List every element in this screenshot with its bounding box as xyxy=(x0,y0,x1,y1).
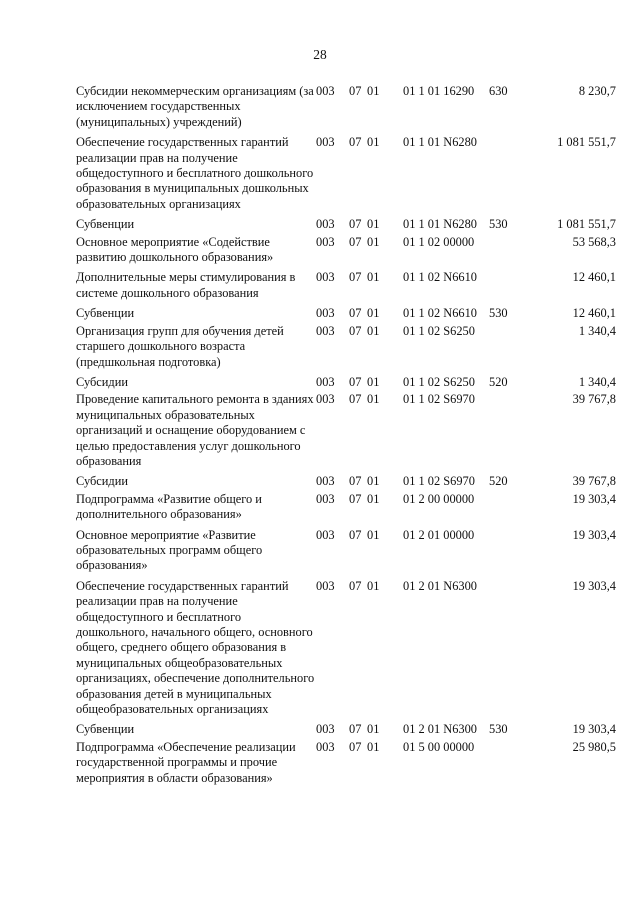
subsection-code: 01 xyxy=(367,474,380,489)
department-code: 003 xyxy=(316,270,335,285)
amount: 39 767,8 xyxy=(572,392,616,407)
subsection-code: 01 xyxy=(367,374,380,389)
target-article-code: 01 2 01 N6300 xyxy=(403,722,477,737)
department-code: 003 xyxy=(316,491,335,506)
section-code: 07 xyxy=(349,578,362,593)
item-name: Дополнительные меры стимулирования в системе дошкольного образования xyxy=(76,270,296,300)
table-row xyxy=(76,740,616,786)
subsection-code: 01 xyxy=(367,217,380,232)
section-code: 07 xyxy=(349,306,362,321)
amount: 8 230,7 xyxy=(578,84,616,98)
section-code: 07 xyxy=(349,374,362,389)
section-code: 07 xyxy=(349,135,362,150)
department-code: 003 xyxy=(316,135,335,150)
department-code: 003 xyxy=(316,234,335,249)
target-article-code: 01 1 02 S6250 xyxy=(403,374,475,389)
subsection-code: 01 xyxy=(367,491,380,506)
target-article-code: 01 1 01 16290 xyxy=(403,84,475,98)
table-row xyxy=(76,474,616,489)
subsection-code: 01 xyxy=(367,392,380,407)
subsection-code: 01 xyxy=(367,135,380,150)
item-name: Проведение капитального ремонта в зданиях муниципальных образовательных организаций и оснащение оборудованием с целью предоставления услуг дошкольного образования xyxy=(76,392,314,468)
expense-type-code: 630 xyxy=(489,84,508,98)
amount: 12 460,1 xyxy=(572,306,616,321)
page-number: 28 xyxy=(313,47,327,62)
section-code: 07 xyxy=(349,217,362,232)
subsection-code: 01 xyxy=(367,84,380,98)
subsection-code: 01 xyxy=(367,527,380,542)
amount: 19 303,4 xyxy=(572,491,616,506)
department-code: 003 xyxy=(316,474,335,489)
item-name: Субсидии xyxy=(76,474,128,489)
target-article-code: 01 1 01 N6280 xyxy=(403,135,477,150)
target-article-code: 01 1 02 00000 xyxy=(403,234,475,249)
table-row xyxy=(76,306,616,321)
amount: 19 303,4 xyxy=(572,527,616,542)
target-article-code: 01 1 01 N6280 xyxy=(403,217,477,232)
target-article-code: 01 1 02 S6250 xyxy=(403,323,475,338)
department-code: 003 xyxy=(316,722,335,737)
amount: 1 340,4 xyxy=(578,323,616,338)
item-name: Основное мероприятие «Развитие образовательных программ общего образования» xyxy=(76,527,263,573)
department-code: 003 xyxy=(316,392,335,407)
item-name: Подпрограмма «Обеспечение реализации государственной программы и прочие мероприятия в области образования» xyxy=(76,739,296,785)
target-article-code: 01 2 01 N6300 xyxy=(403,578,477,593)
department-code: 003 xyxy=(316,323,335,338)
department-code: 003 xyxy=(316,527,335,542)
table-row xyxy=(76,324,616,370)
department-code: 003 xyxy=(316,84,335,98)
section-code: 07 xyxy=(349,474,362,489)
target-article-code: 01 1 02 N6610 xyxy=(403,270,477,285)
department-code: 003 xyxy=(316,217,335,232)
subsection-code: 01 xyxy=(367,739,380,754)
amount: 1 081 551,7 xyxy=(557,217,616,232)
section-code: 07 xyxy=(349,491,362,506)
item-name: Организация групп для обучения детей старшего дошкольного возраста (предшкольная подготовка) xyxy=(76,323,284,369)
section-code: 07 xyxy=(349,392,362,407)
expense-type-code: 520 xyxy=(489,374,508,389)
subsection-code: 01 xyxy=(367,306,380,321)
expense-type-code: 530 xyxy=(489,217,508,232)
target-article-code: 01 1 02 S6970 xyxy=(403,392,475,407)
item-name: Обеспечение государственных гарантий реализации прав на получение общедоступного и бесплатного дошкольного, начального общего, основного общего, среднего общего образования в муниципальных общеобразовательных организациях, обеспечение дополнительного образования детей в муниципальных общеобразовательных организациях xyxy=(76,578,315,717)
target-article-code: 01 5 00 00000 xyxy=(403,739,475,754)
amount: 53 568,3 xyxy=(572,234,616,249)
section-code: 07 xyxy=(349,739,362,754)
table-row xyxy=(76,217,616,232)
subsection-code: 01 xyxy=(367,578,380,593)
table-row xyxy=(76,235,616,266)
target-article-code: 01 1 02 N6610 xyxy=(403,306,477,321)
table-row xyxy=(76,375,616,390)
amount: 39 767,8 xyxy=(572,474,616,489)
item-name: Обеспечение государственных гарантий реализации прав на получение общедоступного и бесплатного дошкольного образования в муниципальных дошкольных образовательных организациях xyxy=(76,135,314,211)
table-row xyxy=(76,492,616,523)
item-name: Подпрограмма «Развитие общего и дополнительного образования» xyxy=(76,491,262,522)
department-code: 003 xyxy=(316,374,335,389)
table-row xyxy=(76,270,616,301)
amount: 1 081 551,7 xyxy=(557,135,616,150)
section-code: 07 xyxy=(349,323,362,338)
expense-type-code: 520 xyxy=(489,474,508,489)
subsection-code: 01 xyxy=(367,270,380,285)
item-name: Субвенции xyxy=(76,217,135,232)
table-row xyxy=(76,528,616,574)
item-name: Субвенции xyxy=(76,306,135,321)
department-code: 003 xyxy=(316,306,335,321)
item-name: Субвенции xyxy=(76,722,135,737)
section-code: 07 xyxy=(349,270,362,285)
table-row xyxy=(76,135,616,212)
amount: 12 460,1 xyxy=(572,270,616,285)
target-article-code: 01 2 00 00000 xyxy=(403,491,475,506)
item-name: Основное мероприятие «Содействие развитию дошкольного образования» xyxy=(76,234,274,265)
target-article-code: 01 2 01 00000 xyxy=(403,527,475,542)
amount: 25 980,5 xyxy=(572,739,616,754)
department-code: 003 xyxy=(316,578,335,593)
amount: 19 303,4 xyxy=(572,722,616,737)
table-row xyxy=(76,392,616,469)
table-row xyxy=(76,579,616,718)
subsection-code: 01 xyxy=(367,234,380,249)
amount: 19 303,4 xyxy=(572,578,616,593)
subsection-code: 01 xyxy=(367,722,380,737)
item-name: Субсидии некоммерческим организациям (за исключением государственных (муниципальных) учреждений) xyxy=(76,84,314,129)
section-code: 07 xyxy=(349,234,362,249)
section-code: 07 xyxy=(349,84,362,98)
section-code: 07 xyxy=(349,722,362,737)
table-row xyxy=(76,84,616,130)
expense-type-code: 530 xyxy=(489,306,508,321)
subsection-code: 01 xyxy=(367,323,380,338)
expense-type-code: 530 xyxy=(489,722,508,737)
table-row xyxy=(76,722,616,737)
item-name: Субсидии xyxy=(76,374,128,389)
department-code: 003 xyxy=(316,739,335,754)
target-article-code: 01 1 02 S6970 xyxy=(403,474,475,489)
budget-table xyxy=(76,84,616,791)
section-code: 07 xyxy=(349,527,362,542)
amount: 1 340,4 xyxy=(578,374,616,389)
